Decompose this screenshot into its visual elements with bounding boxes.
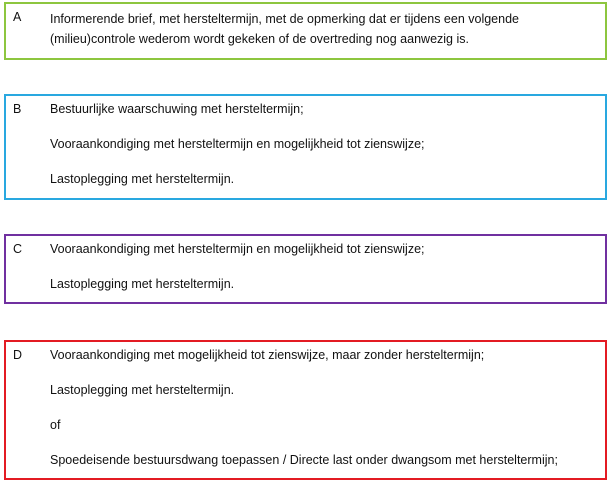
option-d-paragraph-1: Vooraankondiging met mogelijkheid tot zienswijze, maar zonder hersteltermijn; [50,348,485,362]
option-c-paragraph-1: Vooraankondiging met hersteltermijn en mogelijkheid tot zienswijze; [50,242,425,256]
option-a-letter: A [13,10,22,24]
option-b-content [50,101,599,187]
option-a-line-2: (milieu)controle wederom wordt gekeken of de overtreding nog aanwezig is. [50,32,469,46]
option-b-letter: B [13,102,22,116]
option-a-content [50,9,599,49]
option-b-paragraph-3: Lastoplegging met hersteltermijn. [50,172,235,186]
option-b-paragraph-2: Vooraankondiging met hersteltermijn en mogelijkheid tot zienswijze; [50,137,425,151]
option-d-paragraph-4: Spoedeisende bestuursdwang toepassen / Directe last onder dwangsom met hersteltermijn; [50,453,558,467]
option-c-box [4,234,607,304]
option-a-box [4,2,607,60]
option-d-letter: D [13,348,23,362]
option-b-paragraph-1: Bestuurlijke waarschuwing met hersteltermijn; [50,102,304,116]
option-d-paragraph-2: Lastoplegging met hersteltermijn. [50,383,235,397]
option-d-box [4,340,607,480]
option-c-content [50,241,599,292]
option-b-box [4,94,607,200]
option-d-paragraph-3: of [50,418,61,432]
option-c-paragraph-2: Lastoplegging met hersteltermijn. [50,277,235,291]
option-a-line-1: Informerende brief, met hersteltermijn, met de opmerking dat er tijdens een volgende [50,12,519,26]
option-c-letter: C [13,242,23,256]
option-d-content [50,347,599,468]
